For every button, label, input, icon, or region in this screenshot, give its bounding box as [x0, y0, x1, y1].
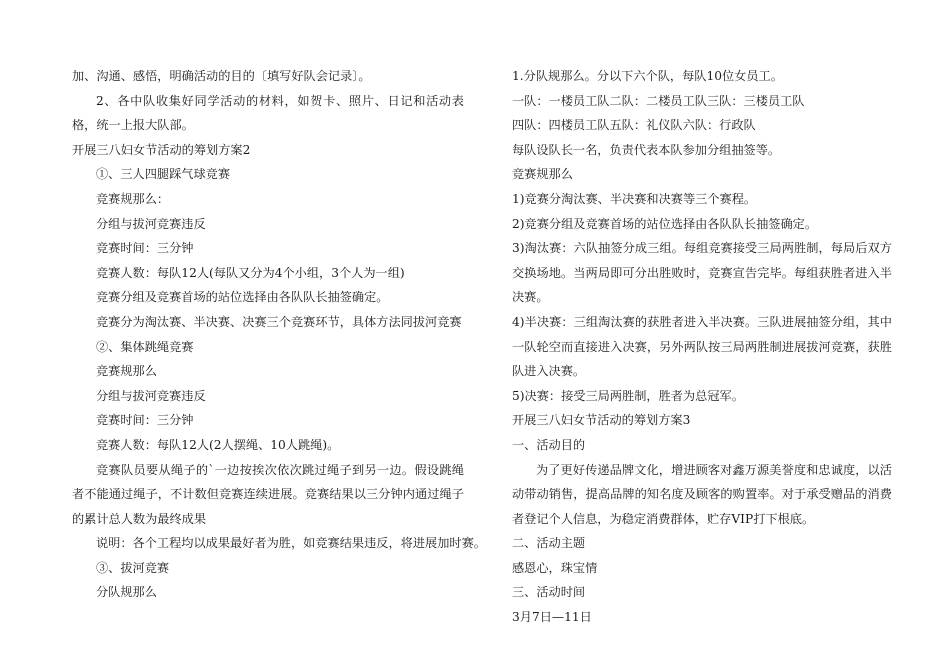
text-line: 竞赛分组及竞赛首场的站位选择由各队队长抽签确定。	[96, 290, 389, 305]
text-line: 四队：四楼员工队五队：礼仪队六队：行政队	[512, 118, 756, 133]
text-line: 每队设队长一名，负责代表本队参加分组抽签等。	[512, 142, 781, 157]
right-column	[512, 64, 892, 630]
text-line: 分组与拔河竞赛违反	[96, 388, 206, 403]
text-line: 加、沟通、感悟，明确活动的目的〔填写好队会记录〕。	[72, 69, 371, 83]
text-line: 一、活动目的	[512, 437, 586, 452]
text-line: 竞赛规那么	[512, 167, 573, 182]
text-line: 竞赛时间：三分钟	[96, 413, 194, 428]
paragraph: 4)半决赛：三组淘汰赛的获胜者进入半决赛。三队进展抽签分组，其中一队轮空而直接进入决赛，另外两队按三局两胜制进展拔河竞赛，获胜队进入决赛。	[512, 314, 892, 379]
text-line: 竞赛规那么：	[96, 191, 170, 206]
paragraph: 竞赛队员要从绳子的`一边按挨次依次跳过绳子到另一边。假设跳绳者不能通过绳子，不计数但竞赛连续进展。竞赛结果以三分钟内通过绳子的累计总人数为最终成果	[72, 462, 464, 526]
text-line: 说明：各个工程均以成果最好者为胜，如竞赛结果违反，将进展加时赛。	[96, 536, 486, 551]
text-line: 3月7日—11日	[512, 610, 592, 625]
text-line: 2)竞赛分组及竞赛首场的站位选择由各队队长抽签确定。	[512, 216, 818, 231]
text-line: ①、三人四腿踩气球竞赛	[96, 167, 231, 182]
section-heading: 开展三八妇女节活动的筹划方案2	[72, 142, 251, 157]
text-line: 分队规那么	[96, 585, 157, 600]
text-line: 竞赛分为淘汰赛、半决赛、决赛三个竞赛环节，具体方法同拔河竞赛	[96, 314, 462, 329]
text-line: 竞赛人数：每队12人(2人摆绳、10人跳绳)。	[96, 437, 340, 452]
text-line: 一队：一楼员工队二队：二楼员工队三队：三楼员工队	[512, 93, 805, 108]
paragraph: 为了更好传递品牌文化，增进顾客对鑫万源美誉度和忠诚度，以活动带动销售，提高品牌的知名度及顾客的购置率。对于承受赠品的消费者登记个人信息，为稳定消费群体，贮存VIP打下根底。	[512, 462, 892, 526]
text-line: 分组与拔河竞赛违反	[96, 216, 206, 231]
text-line: 竞赛人数：每队12人(每队又分为4个小组，3个人为一组)	[96, 265, 405, 280]
text-line: 1.分队规那么。分以下六个队，每队10位女员工。	[512, 69, 783, 83]
section-heading: 开展三八妇女节活动的筹划方案3	[512, 413, 691, 428]
text-line: 三、活动时间	[512, 585, 586, 600]
text-line: 竞赛时间：三分钟	[96, 241, 194, 256]
text-line: 感恩心，珠宝情	[512, 560, 598, 575]
paragraph: 2、各中队收集好同学活动的材料，如贺卡、照片、日记和活动表格，统一上报大队部。	[72, 93, 464, 133]
text-line: ②、集体跳绳竞赛	[96, 339, 194, 354]
text-line: 1)竞赛分淘汰赛、半决赛和决赛等三个赛程。	[512, 191, 757, 206]
text-line: 竞赛规那么	[96, 364, 157, 379]
left-column	[72, 64, 486, 605]
text-line: 5)决赛：接受三局两胜制，胜者为总冠军。	[512, 388, 744, 403]
text-line: 二、活动主题	[512, 536, 586, 551]
paragraph: 3)淘汰赛：六队抽签分成三组。每组竞赛接受三局两胜制，每局后双方交换场地。当两局即可分出胜败时，竞赛宣告完毕。每组获胜者进入半决赛。	[512, 241, 892, 305]
text-line: ③、拔河竞赛	[96, 560, 170, 575]
